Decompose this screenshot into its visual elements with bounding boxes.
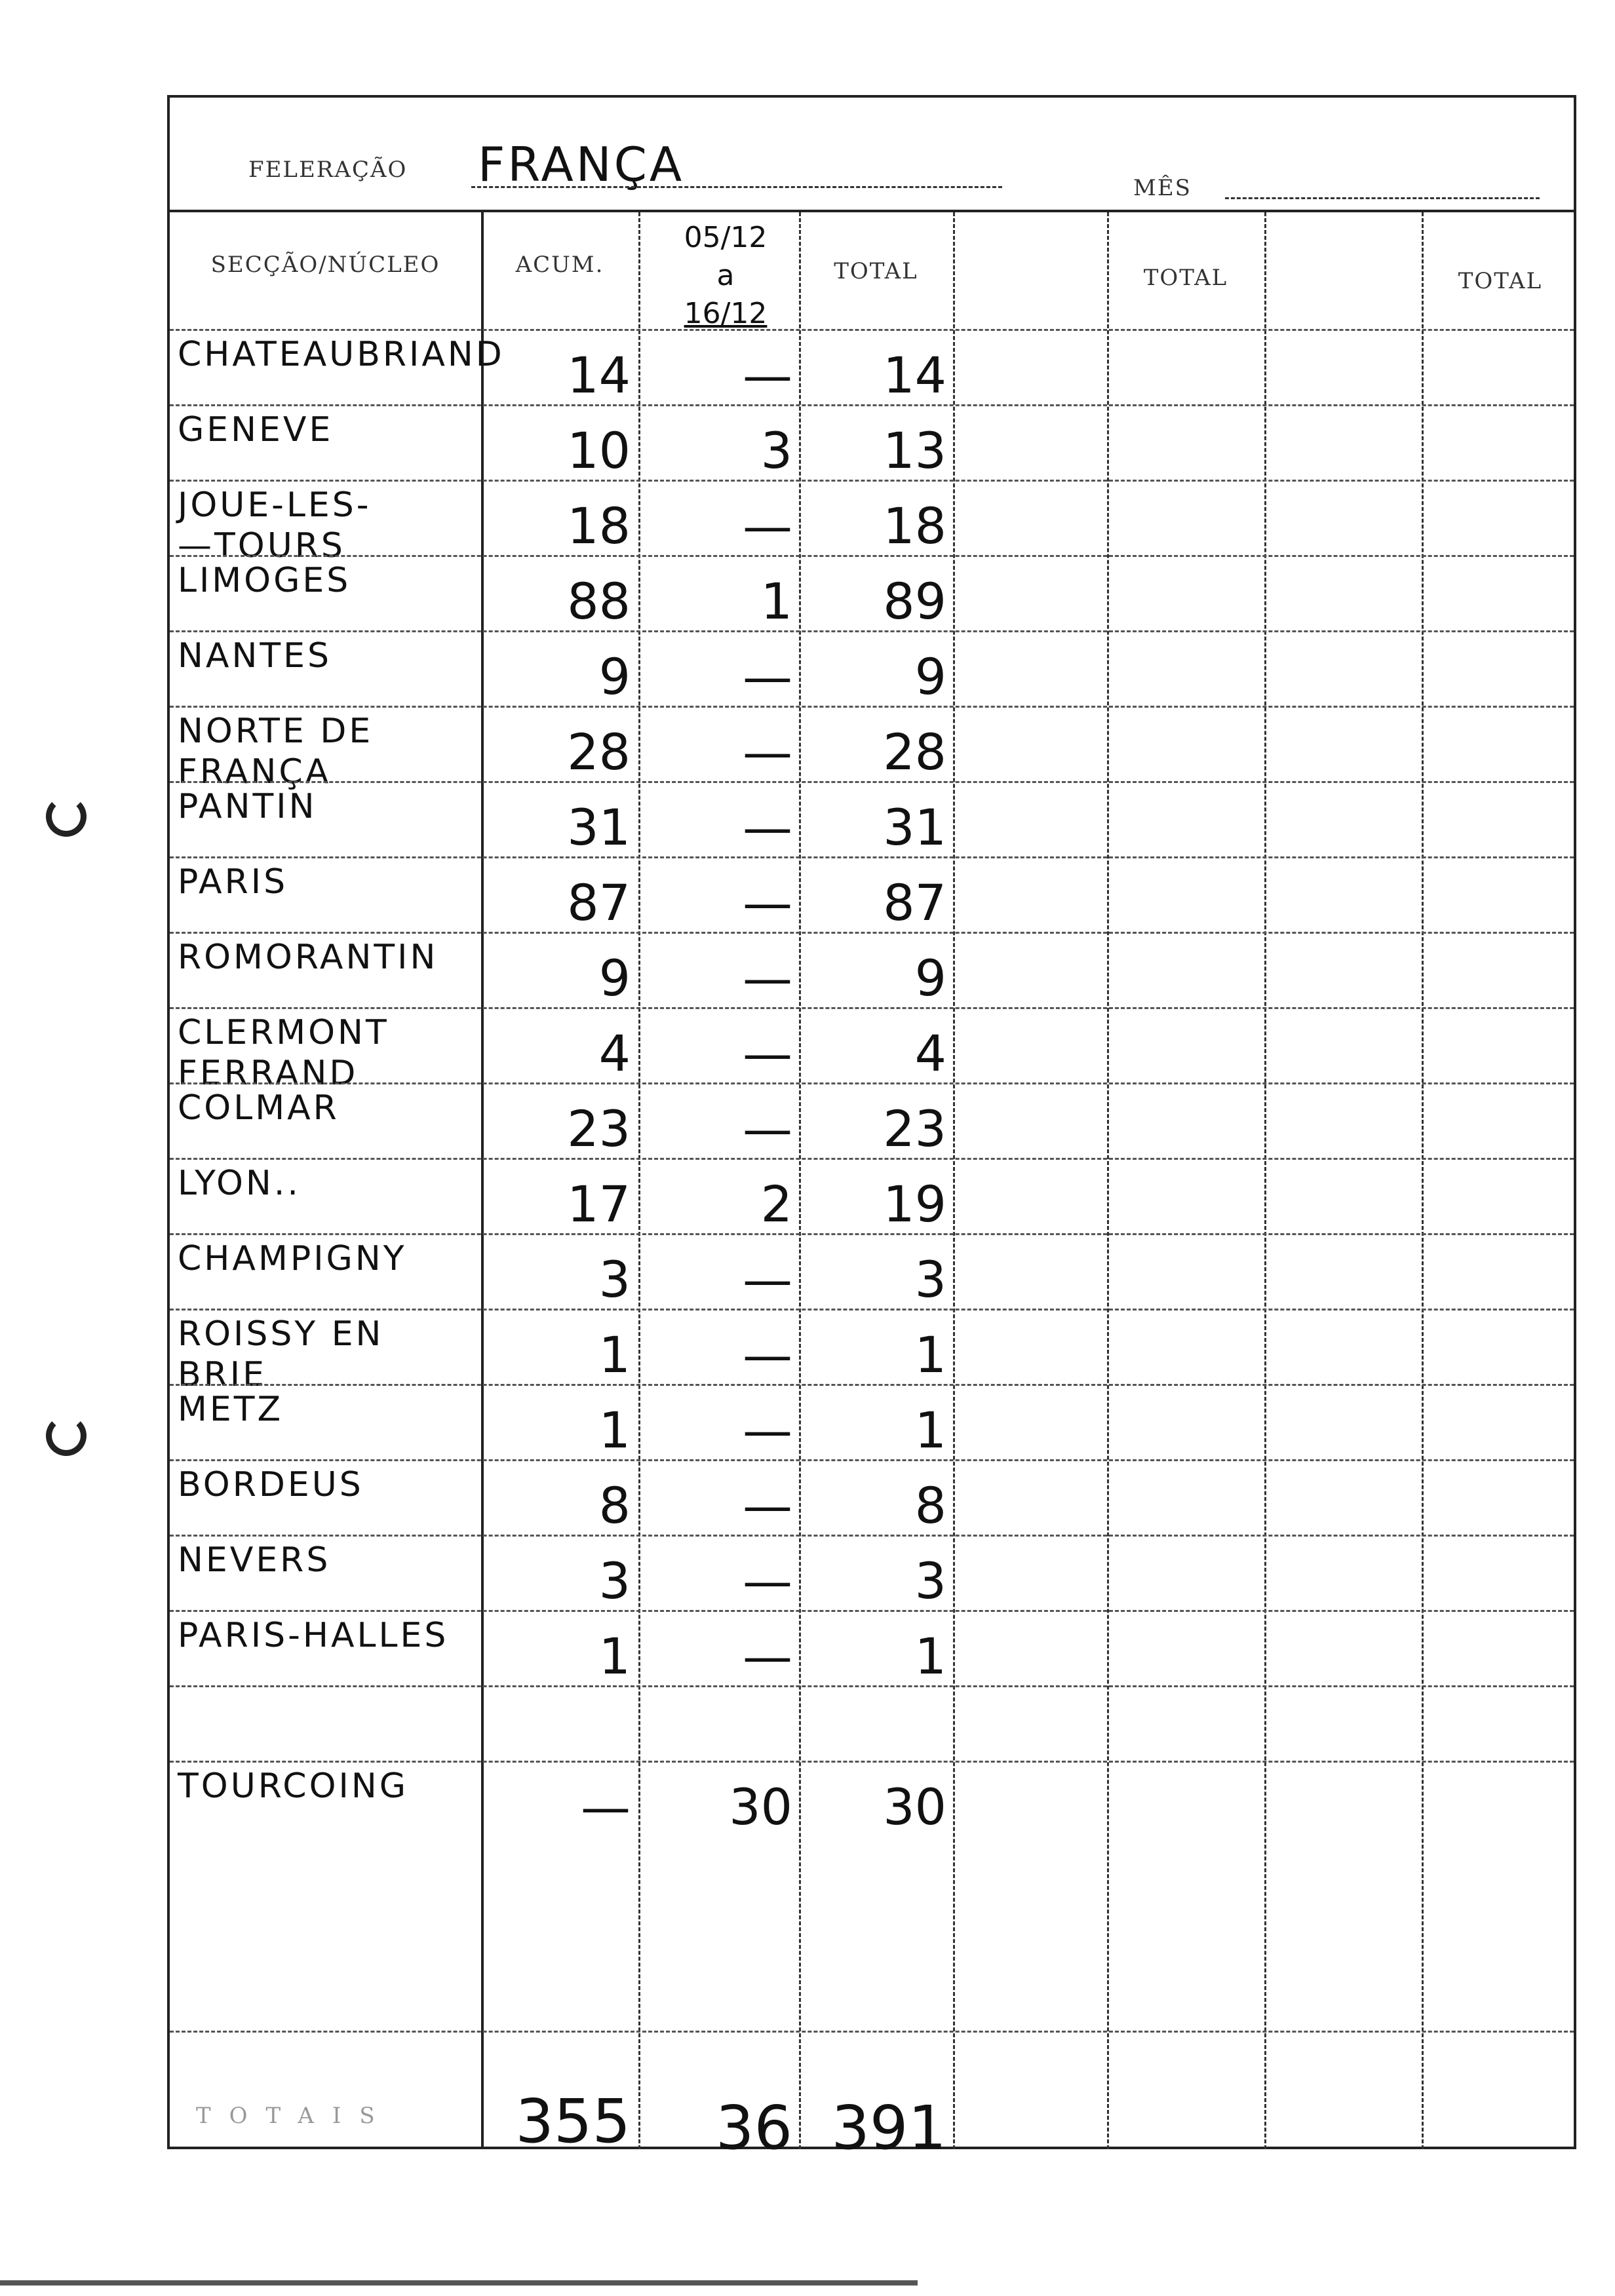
total-value: 1	[914, 1401, 946, 1459]
total-value: 18	[883, 497, 946, 555]
table-row	[170, 329, 1574, 404]
total-value: 23	[883, 1100, 946, 1158]
section-name: TOURCOING	[178, 1767, 409, 1806]
row-divider	[170, 2031, 1574, 2033]
period-connector: a	[716, 259, 735, 292]
acum-value: 23	[567, 1100, 631, 1158]
table-row	[170, 1158, 1574, 1233]
acum-value: 14	[567, 346, 631, 404]
total-value: 3	[914, 1250, 946, 1309]
section-name: COLMAR	[178, 1088, 340, 1128]
table-row	[170, 1309, 1574, 1394]
total-value: 30	[883, 1778, 946, 1836]
period-value: —	[743, 1326, 792, 1384]
table-row	[170, 1459, 1574, 1535]
period-value: —	[743, 949, 792, 1007]
acum-value: 4	[598, 1024, 631, 1082]
section-name: PARIS-HALLES	[178, 1616, 449, 1655]
total-header-2: TOTAL	[1143, 265, 1228, 291]
mes-label: MÊS	[1133, 175, 1192, 201]
federation-label: FELERAÇÃO	[248, 157, 408, 183]
section-name: METZ	[178, 1390, 284, 1429]
acum-value: 1	[598, 1401, 631, 1459]
punch-hole-mark	[46, 1415, 87, 1456]
mes-underline	[1225, 197, 1540, 199]
acum-value: 3	[598, 1250, 631, 1309]
acum-value: 87	[567, 873, 631, 932]
table-row	[170, 1007, 1574, 1093]
federation-value: FRANÇA	[478, 137, 685, 192]
total-header: TOTAL	[834, 258, 918, 284]
section-name: CHAMPIGNY	[178, 1239, 407, 1278]
section-name: ROISSY EN BRIE	[178, 1314, 384, 1394]
acum-value: 9	[598, 647, 631, 706]
total-value: 87	[883, 873, 946, 932]
period-value: —	[743, 798, 792, 856]
period-value: —	[743, 1552, 792, 1610]
acum-value: 8	[598, 1476, 631, 1535]
period-value: —	[743, 723, 792, 781]
total-value: 31	[883, 798, 946, 856]
period-header	[644, 219, 808, 333]
totals-acum: 355	[515, 2086, 631, 2156]
section-name: NANTES	[178, 636, 332, 676]
period-value: 2	[760, 1175, 792, 1233]
report-form	[167, 95, 1576, 2163]
period-value: —	[743, 1250, 792, 1309]
table-row	[170, 1535, 1574, 1610]
period-value: —	[743, 1476, 792, 1535]
section-name: NEVERS	[178, 1540, 331, 1580]
total-header-3: TOTAL	[1458, 268, 1543, 294]
period-end: 16/12	[684, 297, 768, 330]
table-row	[170, 781, 1574, 856]
table-row	[170, 555, 1574, 630]
total-value: 8	[914, 1476, 946, 1535]
table-row	[170, 1610, 1574, 1685]
section-name: CLERMONT FERRAND	[178, 1013, 389, 1093]
table-row	[170, 1685, 1574, 1761]
period-value: —	[743, 873, 792, 932]
acum-value: 9	[598, 949, 631, 1007]
acum-value: 3	[598, 1552, 631, 1610]
total-value: 9	[914, 647, 946, 706]
table-row	[170, 1384, 1574, 1459]
table-row	[170, 856, 1574, 932]
form-header	[170, 98, 1574, 212]
punch-hole-mark	[46, 796, 87, 837]
section-name: ROMORANTIN	[178, 938, 438, 977]
total-value: 14	[883, 346, 946, 404]
section-name: CHATEAUBRIAND	[178, 335, 505, 374]
table-row	[170, 1233, 1574, 1309]
period-start: 05/12	[684, 221, 768, 254]
period-value: 3	[760, 421, 792, 480]
section-name: JOUE-LES- —TOURS	[178, 486, 372, 565]
total-value: 1	[914, 1627, 946, 1685]
total-value: 13	[883, 421, 946, 480]
acum-value: —	[581, 1778, 631, 1836]
total-value: 3	[914, 1552, 946, 1610]
data-grid	[170, 212, 1574, 2163]
period-value: —	[743, 1024, 792, 1082]
section-name: PANTIN	[178, 787, 317, 826]
acum-value: 1	[598, 1627, 631, 1685]
total-value: 89	[883, 572, 946, 630]
section-name: LYON..	[178, 1164, 301, 1203]
table-row	[170, 480, 1574, 565]
section-name: NORTE DE FRANÇA	[178, 712, 374, 792]
period-value: —	[743, 1401, 792, 1459]
period-value: 1	[760, 572, 792, 630]
period-value: —	[743, 497, 792, 555]
period-value: 30	[729, 1778, 792, 1836]
total-value: 28	[883, 723, 946, 781]
seccao-header: SECÇÃO/NÚCLEO	[210, 252, 440, 278]
period-value: —	[743, 1100, 792, 1158]
table-row	[170, 630, 1574, 706]
acum-value: 88	[567, 572, 631, 630]
acum-value: 18	[567, 497, 631, 555]
acum-header: ACUM.	[515, 252, 604, 278]
total-value: 4	[914, 1024, 946, 1082]
totals-total: 391	[831, 2093, 946, 2163]
acum-value: 10	[567, 421, 631, 480]
totals-label: TOTAIS	[196, 2103, 393, 2129]
section-name: LIMOGES	[178, 561, 351, 600]
section-name: GENEVE	[178, 410, 334, 450]
table-row	[170, 404, 1574, 480]
federation-underline	[471, 186, 1002, 188]
period-value: —	[743, 647, 792, 706]
acum-value: 1	[598, 1326, 631, 1384]
period-value: —	[743, 346, 792, 404]
section-name: BORDEUS	[178, 1465, 364, 1504]
total-value: 1	[914, 1326, 946, 1384]
table-row	[170, 932, 1574, 1007]
table-row	[170, 1082, 1574, 1158]
table-row	[170, 706, 1574, 792]
period-value: —	[743, 1627, 792, 1685]
acum-value: 28	[567, 723, 631, 781]
acum-value: 31	[567, 798, 631, 856]
totals-period: 36	[715, 2093, 792, 2163]
table-row	[170, 1761, 1574, 1836]
scan-edge-mark	[0, 2280, 918, 2286]
total-value: 19	[883, 1175, 946, 1233]
total-value: 9	[914, 949, 946, 1007]
acum-value: 17	[567, 1175, 631, 1233]
section-name: PARIS	[178, 862, 288, 902]
